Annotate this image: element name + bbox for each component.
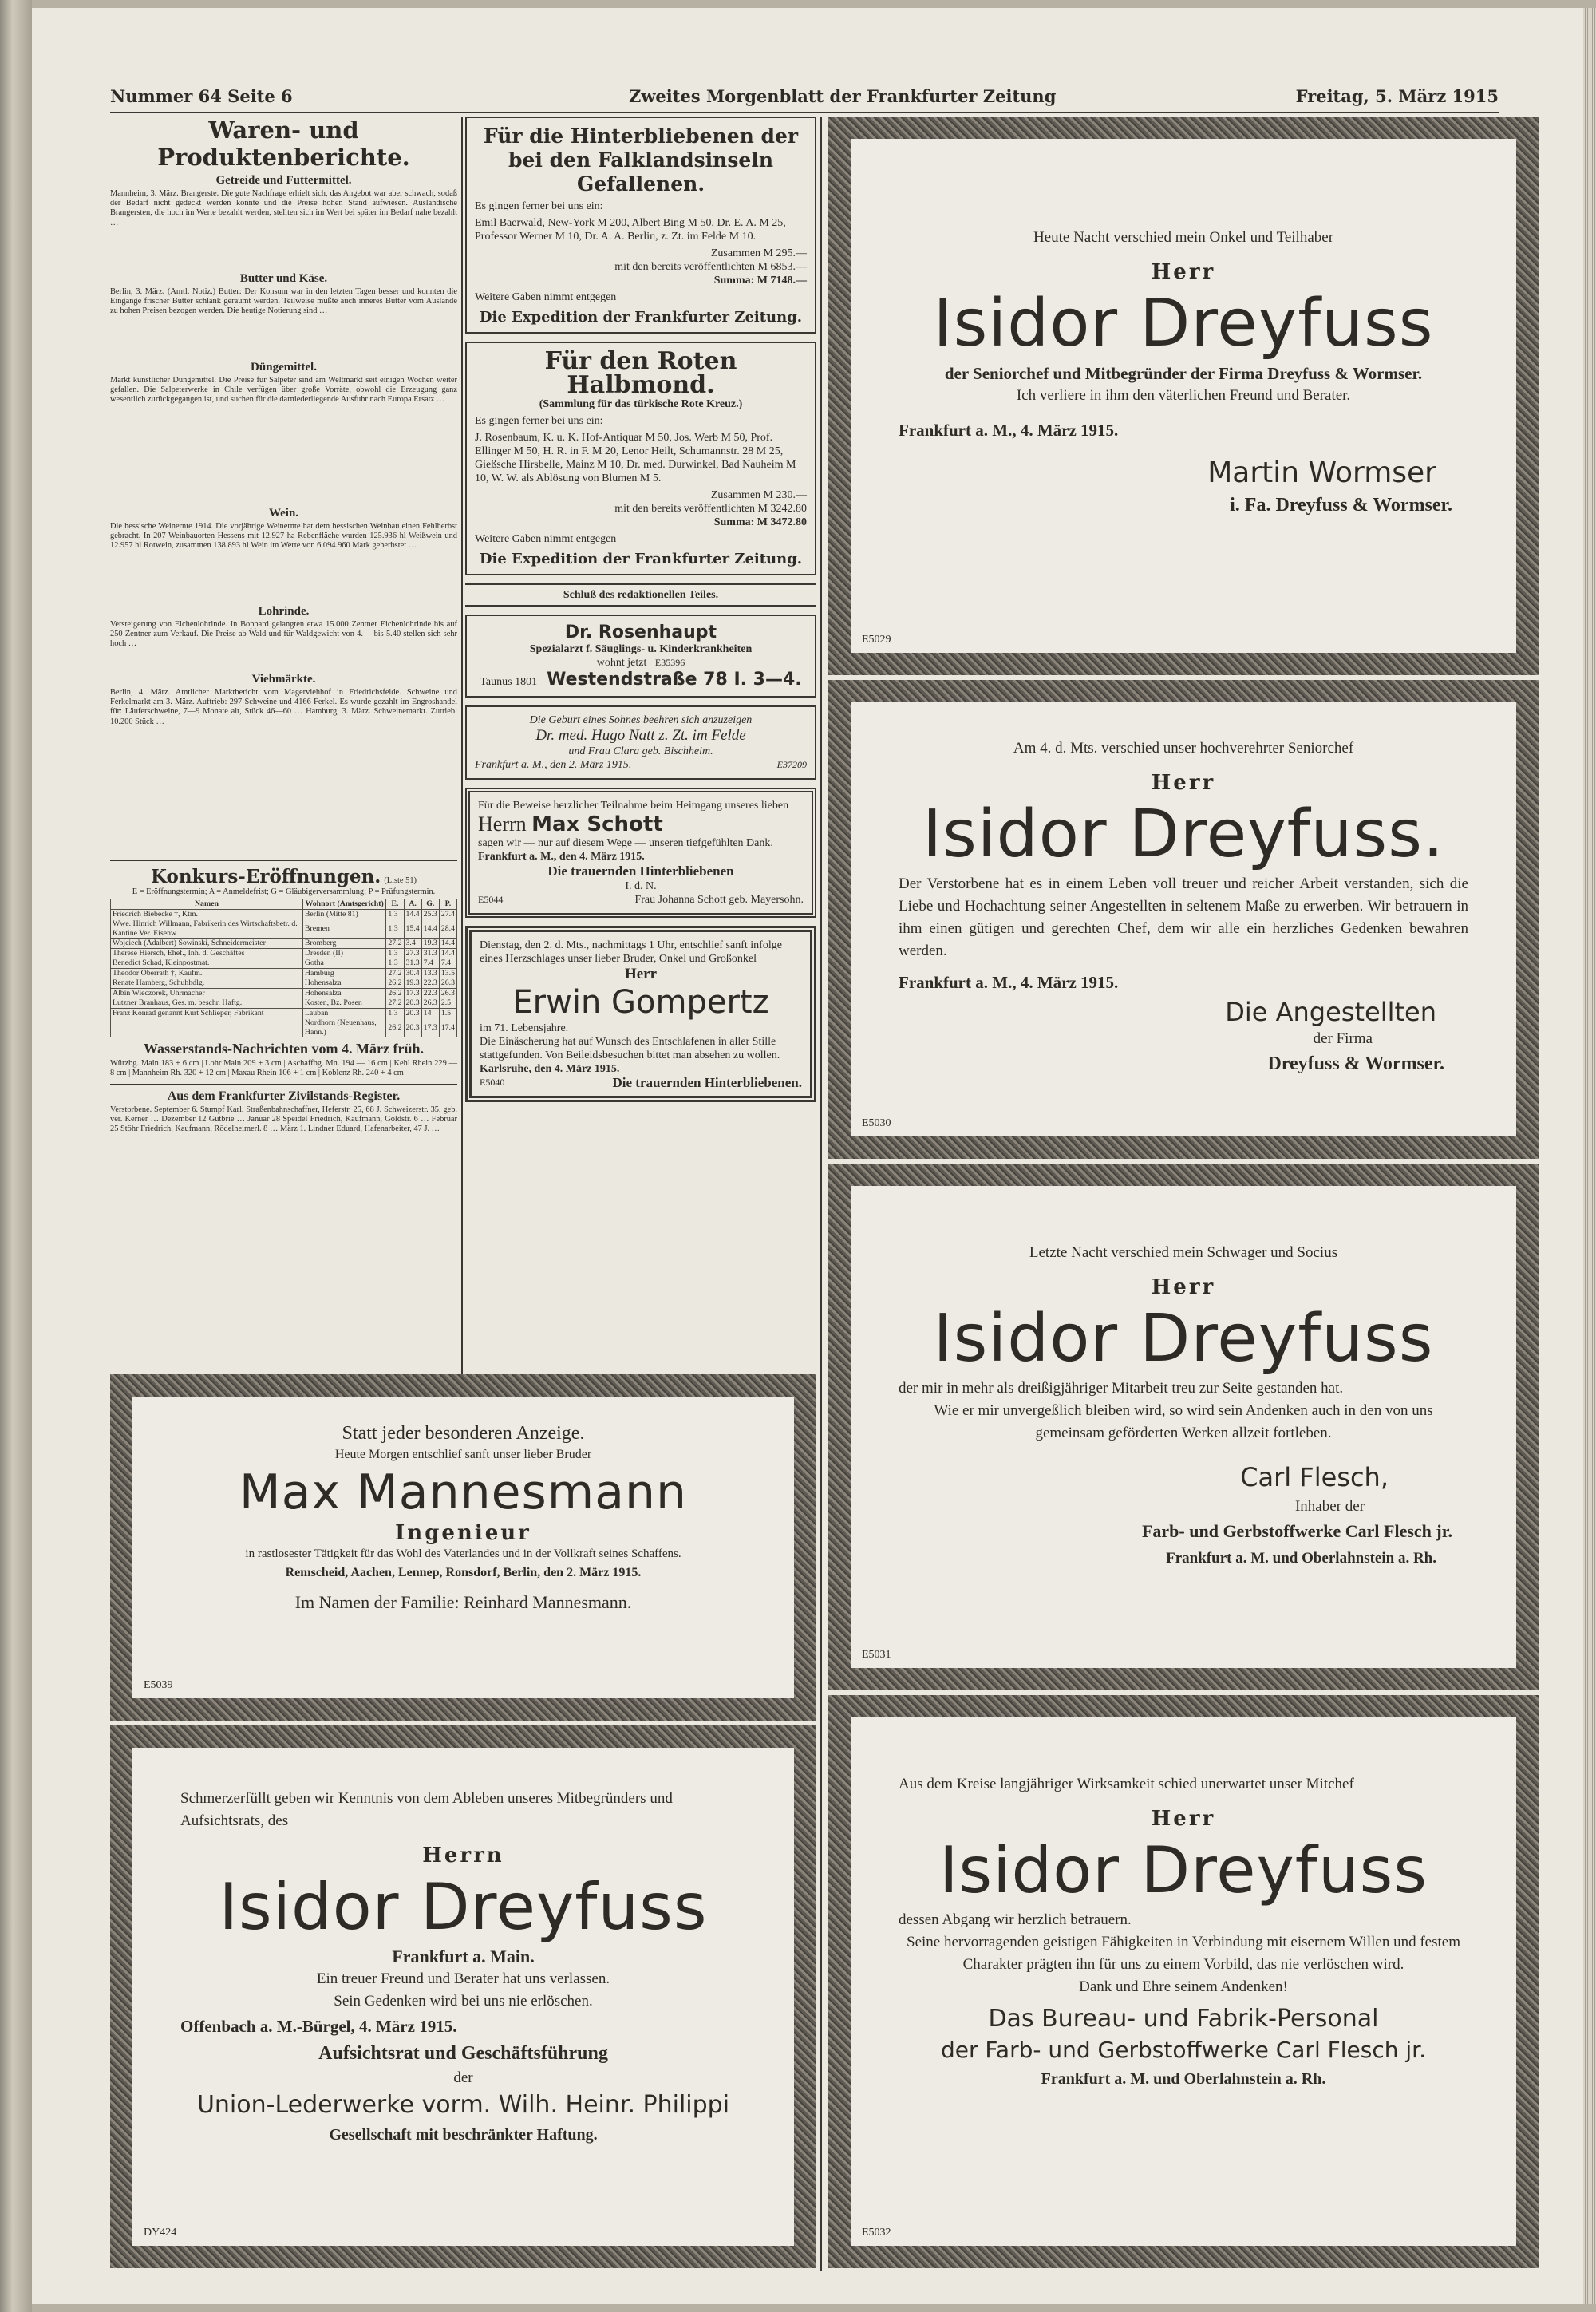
ad-footer: [480, 1076, 802, 1089]
table-cell: 27.2: [386, 998, 404, 1009]
prior-total: mit den bereits veröffentlichten M 3242.80: [614, 503, 807, 515]
subtotal: Zusammen M 295.—: [710, 247, 807, 259]
ad-code: E5031: [862, 1649, 891, 1661]
running-head: [110, 83, 1499, 113]
box-title: Für den Roten Halbmond.: [544, 347, 737, 399]
notices-column: [465, 117, 816, 1110]
article-text: Berlin, 3. März. (Amtl. Notiz.) Butter: Der Konsum war in den letzten Tagen besser und konnten die Eingänge frischer Butter schlank geräumt werden. Teilweise mußte auch inneres Butter vom Auslande zu hohen Preisen bezogen werden. Die heutige Notierung sind …: [110, 287, 457, 316]
ad-line: Seine hervorragenden geistigen Fähigkeiten in Verbindung mit eisernem Willen und festem Charakter prägten ihn für uns zu einem Vorbild, das nie verlöschen wird.: [907, 1934, 1460, 1973]
table-cell: 22.3: [421, 988, 439, 998]
ad-date: Offenbach a. M.-Bürgel, 4. März 1915.: [180, 2017, 457, 2036]
divider: [110, 1084, 457, 1085]
ad-intro: Heute Nacht verschied mein Onkel und Teilhaber: [1033, 229, 1334, 246]
table-cell: Renate Hamberg, Schuhhdlg.: [111, 978, 303, 989]
table-header-cell: Wohnort (Amtsgericht): [302, 899, 385, 910]
table-cell: 14.4: [439, 948, 456, 958]
donor-list: Emil Baerwald, New-York M 200, Albert Bing M 50, Dr. E. A. M 25, Professor Werner M 10, Dr. A. A. Berlin, z. Zt. im Felde M 10.: [475, 217, 786, 243]
divider: [110, 860, 457, 861]
ad-code: E5044: [478, 894, 504, 905]
table-header-cell: E.: [386, 899, 404, 910]
register-text: Verstorbene. September 6. Stumpf Karl, Straßenbahnschaffner, Heferstr. 25, 68 J. Schweizerstr. 35, geb. ver. Kerner … Dezember 12 Gutbrie … Januar 28 Speidel Friedrich, Kaufmann, Goldstr. 6 … Februar 25 Stöhr Friedrich, Kaufmann, Rödelheimerl. 8 … März 1. Lindner Eduard, Hafenarbeiter, 47 J. …: [110, 1105, 457, 1134]
table-row: [111, 948, 457, 958]
water-levels: Würzbg. Main 183 + 6 cm | Lohr Main 209 + 3 cm | Aschaffbg. Mn. 194 — 16 cm | Kehl Rhein 229 — 8 cm | Mannheim Rh. 320 + 12 cm | Maxau Rhein 106 + 1 cm | Koblenz Rh. 240 + 4 cm: [110, 1059, 457, 1078]
table-cell: Berlin (Mitte 81): [302, 909, 385, 919]
ad-name: Isidor Dreyfuss.: [922, 796, 1445, 872]
ad-content: [851, 1717, 1516, 2246]
table-cell: [111, 1018, 303, 1037]
table-cell: 26.2: [386, 1018, 404, 1037]
ad-herr: Herr: [1151, 1275, 1216, 1299]
subsection-title: Aus dem Frankfurter Zivilstands-Register.: [167, 1089, 401, 1103]
ad-signed: Die trauernden Hinterbliebenen.: [612, 1075, 802, 1090]
ad-signed: Die trauernden Hinterbliebenen: [547, 864, 734, 879]
ad-intro: Am 4. d. Mts. verschied unser hochverehrter Seniorchef: [1013, 740, 1354, 757]
ad-rosenhaupt: [465, 615, 816, 698]
ad-place: Frankfurt a. M., den 4. März 1915.: [478, 851, 645, 863]
table-row: [111, 1008, 457, 1018]
table-cell: Therese Hiersch, Ehef., Inh. d. Geschäftes: [111, 948, 303, 958]
ad-code: E5039: [144, 1679, 173, 1691]
ad-line: Ein treuer Freund und Berater hat uns verlassen.: [316, 1970, 610, 1987]
table-row: [111, 939, 457, 949]
table-cell: 14.4: [439, 939, 456, 949]
ad-sign-place: Frankfurt a. M. und Oberlahnstein a. Rh.: [1166, 1550, 1436, 1567]
ad-gompertz: [465, 926, 816, 1102]
table-row: [111, 968, 457, 978]
ad-sign-mid: der: [453, 2069, 473, 2086]
ad-address: Westendstraße 78 I. 3—4.: [547, 670, 802, 690]
ad-sign: Carl Flesch,: [1240, 1462, 1389, 1492]
ad-date: Frankfurt a. M., 4. März 1915.: [899, 973, 1119, 992]
ad-name-line: [478, 812, 804, 836]
page-number: Nummer 64 Seite 6: [110, 86, 293, 106]
table-cell: 1.3: [386, 958, 404, 969]
ad-name: Dr. Rosenhaupt: [564, 622, 717, 642]
ad-footer: [478, 893, 804, 907]
table-cell: Theodor Oberrath †, Kaufm.: [111, 968, 303, 978]
grand-total: Summa: M 7148.—: [713, 275, 807, 287]
masthead: Zweites Morgenblatt der Frankfurter Zeitung: [629, 86, 1057, 106]
ad-name: Max Mannesmann: [239, 1464, 688, 1520]
article-text: Versteigerung von Eichenlohrinde. In Boppard gelangten etwa 15.000 Zentner Eichenlohrinde bis auf 250 Zentner zum Verkauf. Die Preise ab Wald und für Waldgewicht von 4.— bis 5.40 stellen sich sehr hoch …: [110, 620, 457, 649]
ad-herrn: Herrn: [478, 812, 527, 836]
ad-wife: Frau Johanna Schott geb. Mayersohn.: [634, 894, 804, 906]
subsection-title: Butter und Käse.: [239, 272, 328, 285]
table-cell: 20.3: [404, 1018, 421, 1037]
ad-line: Dr. med. Hugo Natt z. Zt. im Felde: [535, 727, 746, 744]
ad-sign-firm: der Farb- und Gerbstoffwerke Carl Flesch jr.: [940, 2037, 1426, 2063]
ad-content: [851, 139, 1516, 653]
grand-total: Summa: M 3472.80: [713, 516, 807, 528]
table-cell: 19.3: [404, 978, 421, 989]
table-cell: 2.5: [439, 998, 456, 1009]
box-subtitle: (Sammlung für das türkische Rote Kreuz.): [539, 398, 743, 410]
ad-sign-firm: Dreyfuss & Wormser.: [1267, 1053, 1444, 1074]
subsection-title: Lohrinde.: [258, 605, 310, 618]
ad-sign: Die Angestellten: [1225, 997, 1436, 1027]
ad-intro: Dienstag, den 2. d. Mts., nachmittags 1 Uhr, entschlief sanft infolge eines Herzschlages unser lieber Bruder, Onkel und Großonkel: [480, 939, 782, 965]
ad-intro: Aus dem Kreise langjähriger Wirksamkeit schied unerwartet unser Mitchef: [899, 1776, 1354, 1792]
article-text: Die hessische Weinernte 1914. Die vorjährige Weinernte hat dem hessischen Weinbau einen Fehlherbst gebracht. In 207 Weinbauorten Hessens mit 12.927 ha Rebenfläche wurden 125.936 hl Weißwein und 12.957 hl Rotwein, zusammen 138.893 hl Wein im Werte von 6.094.960 Mark geherbstet …: [110, 522, 457, 551]
ad-sign: Im Namen der Familie: Reinhard Mannesmann.: [294, 1592, 632, 1612]
table-row: [111, 978, 457, 989]
ad-frame-dreyfuss-5: [828, 1695, 1539, 2268]
box-title: Für die Hinterbliebenen der bei den Falklandsinseln Gefallenen.: [483, 124, 799, 196]
table-cell: 27.2: [386, 968, 404, 978]
table-cell: 14: [421, 1008, 439, 1018]
table-cell: 26.3: [421, 998, 439, 1009]
ad-name: Max Schott: [531, 812, 663, 836]
table-cell: 1.3: [386, 1008, 404, 1018]
ad-sign: Aufsichtsrat und Geschäftsführung: [318, 2043, 608, 2064]
table-cell: 31.3: [421, 948, 439, 958]
subsection-title: Düngemittel.: [251, 361, 317, 373]
ad-herr: Herrn: [422, 1844, 504, 1867]
table-cell: Hohensalza: [302, 978, 385, 989]
table-cell: Kosten, Bz. Posen: [302, 998, 385, 1009]
ad-phone: Taunus 1801: [480, 676, 538, 688]
ad-sign-mid: der Firma: [1313, 1030, 1373, 1047]
ad-thanks: sagen wir — nur auf diesem Wege — unseren tiefgefühlten Dank.: [478, 837, 773, 849]
table-cell: 19.3: [421, 939, 439, 949]
ad-code: E37209: [776, 759, 807, 770]
table-cell: 1.3: [386, 909, 404, 919]
section-title: Konkurs-Eröffnungen.: [151, 866, 381, 887]
prior-total: mit den bereits veröffentlichten M 6853.—: [614, 261, 807, 273]
table-cell: 7.4: [439, 958, 456, 969]
table-cell: 17.4: [439, 1018, 456, 1037]
table-row: [111, 1018, 457, 1037]
column-rule: [461, 117, 463, 1377]
table-cell: 13.3: [421, 968, 439, 978]
table-row: [111, 998, 457, 1009]
ad-line: Wie er mir unvergeßlich bleiben wird, so wird sein Andenken auch in den von uns gemeinsam geförderten Werken allzeit fortleben.: [934, 1402, 1433, 1441]
table-cell: 1.3: [386, 919, 404, 939]
ad-frame-dreyfuss-1: [828, 117, 1539, 675]
ad-place: Karlsruhe, den 4. März 1915.: [480, 1063, 620, 1075]
ad-sign-firm: i. Fa. Dreyfuss & Wormser.: [1230, 495, 1452, 516]
table-cell: 26.3: [439, 978, 456, 989]
table-cell: 15.4: [404, 919, 421, 939]
column-rule: [820, 117, 822, 2271]
issue-date: Freitag, 5. März 1915: [1295, 86, 1499, 106]
table-cell: 1.5: [439, 1008, 456, 1018]
donation-box-halbmond: [465, 342, 816, 575]
table-cell: 27.4: [439, 909, 456, 919]
ad-date: Frankfurt a. M., 4. März 1915.: [899, 421, 1119, 440]
ad-sign-firm: Farb- und Gerbstoffwerke Carl Flesch jr.: [1141, 1521, 1452, 1541]
table-cell: 22.3: [421, 978, 439, 989]
table-cell: 25.3: [421, 909, 439, 919]
table-cell: 14.4: [404, 909, 421, 919]
ad-note: [475, 656, 807, 670]
ad-sign-form: Gesellschaft mit beschränkter Haftung.: [329, 2126, 598, 2144]
ad-line: Ich verliere in ihm den väterlichen Freund und Berater.: [1016, 387, 1351, 404]
ad-content: [132, 1748, 794, 2246]
expedition-line: Die Expedition der Frankfurter Zeitung.: [479, 309, 803, 326]
table-cell: Lauban: [302, 1008, 385, 1018]
table-header-cell: G.: [421, 899, 439, 910]
ad-line: der mir in mehr als dreißigjähriger Mitarbeit treu zur Seite gestanden hat.: [899, 1380, 1344, 1397]
ad-sign: Martin Wormser: [1207, 456, 1436, 489]
table-cell: 1.3: [386, 948, 404, 958]
ad-name: Isidor Dreyfuss: [938, 1833, 1428, 1907]
table-cell: Dresden (II): [302, 948, 385, 958]
ad-schott: [465, 788, 816, 918]
donation-box-falkland: [465, 117, 816, 334]
section-title: Waren- und Produktenberichte.: [157, 117, 410, 171]
table-row: [111, 909, 457, 919]
table-cell: Friedrich Biebecke †, Ktm.: [111, 909, 303, 919]
table-cell: 27.3: [404, 948, 421, 958]
table-cell: 20.3: [404, 998, 421, 1009]
subsection-title: Wasserstands-Nachrichten vom 4. März früh.: [144, 1041, 424, 1057]
table-cell: 26.2: [386, 978, 404, 989]
donor-list: J. Rosenbaum, K. u. K. Hof-Antiquar M 50, Jos. Werb M 50, Prof. Ellinger M 50, H. R. in F. M 20, Lenor Heilt, Schumannstr. 28 M 25, Gießsche Hirsbelle, Mainz M 10, Dr. med. Durwinkel, Bad Nauheim M 10, W. W. als Ablösung von Blumen M 5.: [475, 432, 796, 484]
ad-name: Isidor Dreyfuss: [933, 286, 1434, 362]
ad-code: E35396: [654, 657, 685, 668]
market-reports-column: [110, 117, 457, 1241]
table-cell: Wojciech (Adalbert) Sowinski, Schneidermeister: [111, 939, 303, 949]
ad-name: Isidor Dreyfuss: [219, 1870, 708, 1944]
ad-place: [475, 758, 807, 772]
ad-city: Frankfurt a. Main.: [392, 1946, 535, 1966]
page-stack-edge: [1583, 8, 1596, 2304]
ad-code: E5029: [862, 634, 891, 646]
ad-sign-mid: Inhaber der: [1294, 1498, 1365, 1515]
ad-intro: Für die Beweise herzlicher Teilnahme beim Heimgang unseres lieben: [478, 800, 789, 812]
table-cell: 26.3: [439, 988, 456, 998]
ad-intro: Statt jeder besonderen Anzeige.: [342, 1423, 585, 1444]
ad-title: Ingenieur: [395, 1521, 531, 1545]
expedition-line: Die Expedition der Frankfurter Zeitung.: [479, 551, 803, 567]
table-cell: 3.4: [404, 939, 421, 949]
article-text: Markt künstlicher Düngemittel. Die Preise für Salpeter sind am Weltmarkt seit einigen Wochen weiter gefallen. Die Salpeterwerke in Chile verfügen über große Vorräte, obwohl die Erzeugung ganz wesentlich zurückgegangen ist, und suchen für die darniederliegende Ausfuhr nach Europa Ersatz …: [110, 376, 457, 405]
konkurs-legend: E = Eröffnungstermin; A = Anmeldefrist; G = Gläubigerversammlung; P = Prüfungstermin.: [132, 887, 436, 896]
table-header-cell: P.: [439, 899, 456, 910]
ad-age: im 71. Lebensjahre.: [480, 1022, 569, 1034]
table-cell: Wwe. Hinrich Willmann, Fabrikerin des Wirtschaftsbetr. d. Kantine Ver. Eisenw.: [111, 919, 303, 939]
table-cell: 13.5: [439, 968, 456, 978]
ad-content: [851, 702, 1516, 1136]
ad-birth-natt: [465, 705, 816, 780]
ad-line: Die Geburt eines Sohnes beehren sich anzuzeigen: [529, 714, 753, 726]
table-cell: 28.4: [439, 919, 456, 939]
ad-line: Heute Morgen entschlief sanft unser lieber Bruder: [334, 1448, 592, 1461]
ad-line: Dank und Ehre seinem Andenken!: [1079, 1978, 1288, 1995]
table-cell: 27.2: [386, 939, 404, 949]
ad-frame-mannesmann: [110, 1374, 816, 1721]
subsection-title: Viehmärkte.: [251, 673, 316, 686]
ad-herr: Herr: [1151, 771, 1216, 795]
table-cell: 17.3: [421, 1018, 439, 1037]
ad-name: Isidor Dreyfuss: [933, 1301, 1434, 1377]
ad-herr: Herr: [624, 966, 658, 982]
ad-place: Remscheid, Aachen, Lennep, Ronsdorf, Berlin, den 2. März 1915.: [285, 1566, 642, 1579]
subsection-title: Getreide und Futtermittel.: [215, 174, 352, 187]
table-cell: Bremen: [302, 919, 385, 939]
table-cell: Hohensalza: [302, 988, 385, 998]
ad-code: DY424: [144, 2227, 177, 2239]
ad-content: [851, 1186, 1516, 1668]
table-cell: Franz Konrad genannt Kurt Schlieper, Fabrikant: [111, 1008, 303, 1018]
table-cell: 7.4: [421, 958, 439, 969]
table-cell: Gotha: [302, 958, 385, 969]
ad-intro: Letzte Nacht verschied mein Schwager und Socius: [1029, 1244, 1338, 1261]
ad-line: dessen Abgang wir herzlich betrauern.: [899, 1911, 1132, 1928]
ad-specialty: Spezialarzt f. Säuglings- u. Kinderkrankheiten: [529, 643, 753, 655]
table-cell: 30.4: [404, 968, 421, 978]
ad-name: Erwin Gompertz: [512, 984, 769, 1021]
ad-sign: Das Bureau- und Fabrik-Personal: [988, 2005, 1379, 2033]
article-text: Berlin, 4. März. Amtlicher Marktbericht vom Magerviehhof in Friedrichsfelde. Schweine und Ferkelmarkt am 3. März. Auftrieb: 297 Schweine und 4166 Ferkel. Es wurde gezahlt im Engroshandel für: Läuferschweine, 7—9 Monate alt, Stück 46—60 … Hamburg, 3. März. Schweinemarkt. Zutrieb: 10.200 Stück …: [110, 688, 457, 726]
list-number: (Liste 51): [384, 876, 417, 885]
ad-frame-dreyfuss-2: [828, 680, 1539, 1159]
ad-line: und Frau Clara geb. Bischheim.: [568, 745, 713, 757]
ad-line: der Seniorchef und Mitbegründer der Firma Dreyfuss & Wormser.: [944, 364, 1423, 383]
table-header-cell: A.: [404, 899, 421, 910]
ad-address-line: [475, 670, 807, 690]
table-body: [111, 909, 457, 1037]
table-row: [111, 958, 457, 969]
ad-moved: wohnt jetzt: [596, 657, 647, 669]
ad-intro: Schmerzerfüllt geben wir Kenntnis von dem Ableben unseres Mitbegründers und Aufsichtsrats, des: [180, 1790, 673, 1829]
ad-sign-place: Frankfurt a. M. und Oberlahnstein a. Rh.: [1041, 2070, 1326, 2088]
article-text: Mannheim, 3. März. Brangerste. Die gute Nachfrage erhielt sich, das Angebot war aber schwach, sodaß der Bedarf nicht gedeckt werden konnte und die Preise hohen Stand aufwiesen. Ausländische Brangersten, die hoch im Werte bezahlt werden, stellten sich im Wert bei später im Bedarf nahe bezahlt …: [110, 189, 457, 227]
ad-text: Die Einäscherung hat auf Wunsch des Entschlafenen in aller Stille stattgefunden. Von Beileidsbesuchen bittet man absehen zu wollen.: [480, 1036, 780, 1061]
table-cell: 31.3: [404, 958, 421, 969]
table-cell: Bromberg: [302, 939, 385, 949]
ad-frame-dreyfuss-3: [828, 1164, 1539, 1690]
ad-ian: I. d. N.: [625, 880, 657, 892]
table-cell: Hamburg: [302, 968, 385, 978]
konkurs-table: [110, 899, 457, 1037]
editorial-end-marker: Schluß des redaktionellen Teiles.: [465, 583, 816, 607]
subtotal: Zusammen M 230.—: [710, 489, 807, 501]
table-cell: Benedict Schad, Kleinpostmat.: [111, 958, 303, 969]
table-row: [111, 988, 457, 998]
ad-line: Der Verstorbene hat es in einem Leben voll treuer und reicher Arbeit verstanden, sich die Liebe und Hochachtung seiner Angestellten in seltenem Maße zu erwerben. Wir betrauern in ihm einen gütigen und gerechten Chef, dem wir alle ein herzliches Gedenken bewahren werden.: [899, 875, 1468, 959]
subsection-title: Wein.: [268, 507, 299, 520]
table-cell: 26.2: [386, 988, 404, 998]
ad-herr: Herr: [1151, 1807, 1216, 1831]
ad-line: in rastlosester Tätigkeit für das Wohl des Vaterlandes und in der Vollkraft seines Schaffens.: [245, 1547, 681, 1560]
further-note: Weitere Gaben nimmt entgegen: [475, 291, 617, 303]
ad-code: E5040: [480, 1077, 505, 1088]
ad-code: E5030: [862, 1117, 891, 1129]
ad-content: [132, 1397, 794, 1698]
table-cell: Nordhorn (Neuenhaus, Hann.): [302, 1018, 385, 1037]
table-header-cell: Namen: [111, 899, 303, 910]
table-cell: Albin Wieczorek, Uhrmacher: [111, 988, 303, 998]
table-cell: 20.3: [404, 1008, 421, 1018]
ad-place-text: Frankfurt a. M., den 2. März 1915.: [475, 759, 632, 771]
book-binding: [0, 0, 32, 2312]
table-row: [111, 919, 457, 939]
ad-herr: Herr: [1151, 260, 1216, 284]
ad-frame-dreyfuss-4: [110, 1725, 816, 2268]
konkurs-heading: [110, 866, 457, 887]
further-note: Weitere Gaben nimmt entgegen: [475, 533, 617, 545]
table-header-row: [111, 899, 457, 910]
table-cell: Lutzner Branhaus, Ges. m. beschr. Haftg.: [111, 998, 303, 1009]
box-intro: Es gingen ferner bei uns ein:: [475, 415, 603, 427]
table-cell: 17.3: [404, 988, 421, 998]
box-intro: Es gingen ferner bei uns ein:: [475, 200, 603, 212]
ad-sign-firm: Union-Lederwerke vorm. Wilh. Heinr. Philippi: [196, 2091, 730, 2119]
table-cell: 14.4: [421, 919, 439, 939]
ad-line: Sein Gedenken wird bei uns nie erlöschen.: [334, 1993, 593, 2010]
ad-code: E5032: [862, 2227, 891, 2239]
